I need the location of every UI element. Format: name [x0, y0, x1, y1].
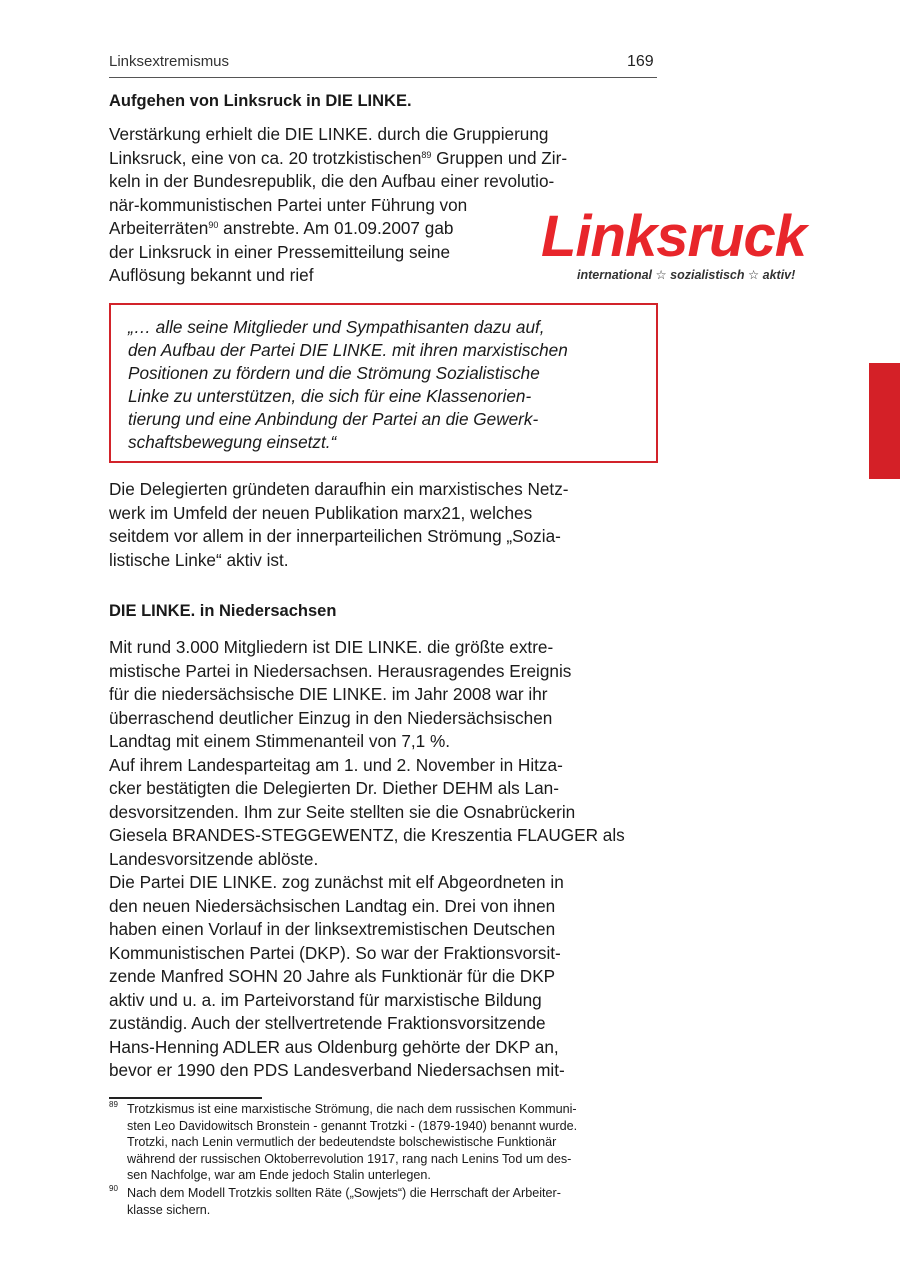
text-line: cker bestätigten die Delegierten Dr. Diether DEHM als Lan-: [109, 778, 559, 798]
text-line: Trotzki, nach Lenin vermutlich der bedeutendste bolschewistische Funktionär: [127, 1135, 557, 1150]
footnote-rule: [109, 1097, 262, 1099]
footnote-ref[interactable]: 90: [208, 220, 219, 230]
footnote-number: 89: [109, 1100, 118, 1109]
text-line: haben einen Vorlauf in der linksextremistischen Deutschen: [109, 919, 556, 939]
footnote-text: [127, 1185, 561, 1218]
page-number: 169: [627, 53, 654, 70]
text-line: seitdem vor allem in der innerparteilichen Strömung „Sozia-: [109, 526, 561, 546]
text-line: keln in der Bundesrepublik, die den Aufbau einer revolutio-: [109, 171, 555, 191]
text-line: zende Manfred SOHN 20 Jahre als Funktionär für die DKP: [109, 966, 556, 986]
paragraph-niedersachsen: [109, 636, 657, 1083]
text-line: klasse sichern.: [127, 1202, 211, 1217]
text-line: den Aufbau der Partei DIE LINKE. mit ihren marxistischen: [128, 340, 568, 360]
text-line: Verstärkung erhielt die DIE LINKE. durch die Gruppierung: [109, 124, 549, 144]
text-line: tierung und eine Anbindung der Partei an die Gewerk-: [128, 409, 539, 429]
text-line: Linksruck, eine von ca. 20 trotzkistischen$^{89}$ Gruppen und Zir-: [109, 147, 568, 168]
text-line: „… alle seine Mitglieder und Sympathisanten dazu auf,: [128, 317, 545, 337]
text-line: desvorsitzenden. Ihm zur Seite stellten sie die Osnabrückerin: [109, 801, 576, 822]
logo-wordmark: Linksruck: [541, 208, 806, 269]
running-title: Linksextremismus: [109, 53, 230, 70]
text-line: Mit rund 3.000 Mitgliedern ist DIE LINKE. die größte extre-: [109, 637, 554, 657]
text-line: bevor er 1990 den PDS Landesverband Niedersachsen mit-: [109, 1060, 565, 1080]
text-line: Linke zu unterstützen, die sich für eine Klassenorien-: [128, 386, 532, 406]
text-line: när-kommunistischen Partei unter Führung von: [109, 194, 468, 215]
text-line: für die niedersächsische DIE LINKE. im Jahr 2008 war ihr: [109, 684, 548, 704]
text-line: Auf ihrem Landesparteitag am 1. und 2. November in Hitza-: [109, 754, 563, 775]
text-line: Kommunistischen Partei (DKP). So war der Fraktionsvorsit-: [109, 942, 561, 963]
logo-tagline: international ☆ sozialistisch ☆ aktiv!: [577, 268, 796, 282]
paragraph-delegates: [109, 478, 657, 572]
text-line: Die Partei DIE LINKE. zog zunächst mit elf Abgeordneten in: [109, 872, 564, 892]
footnote-text: [127, 1101, 577, 1184]
text-line: der Linksruck in einer Pressemitteilung seine: [109, 241, 451, 262]
footnote-number: 90: [109, 1184, 118, 1193]
text-line: Die Delegierten gründeten daraufhin ein marxistisches Netz-: [109, 479, 569, 499]
text-line: überraschend deutlicher Einzug in den Niedersächsischen: [109, 707, 553, 728]
text-line: den neuen Niedersächsischen Landtag ein. Drei von ihnen: [109, 895, 556, 916]
text-line: listische Linke“ aktiv ist.: [109, 549, 289, 570]
text-line: Nach dem Modell Trotzkis sollten Räte („Sowjets“) die Herrschaft der Arbeiter-: [127, 1186, 561, 1200]
quote-text: [128, 316, 568, 454]
text-line: aktiv und u. a. im Parteivorstand für marxistische Bildung: [109, 989, 542, 1010]
linksruck-logo: [541, 208, 863, 284]
quote-box: [109, 303, 658, 463]
text-line: Auflösung bekannt und rief: [109, 265, 314, 285]
text-line: schaftsbewegung einsetzt.“: [128, 432, 337, 452]
text-line: während der russischen Oktoberrevolution 1917, rang nach Lenins Tod um des-: [127, 1151, 572, 1166]
text-line: Arbeiterräten$^{90}$ anstrebte. Am 01.09.2007 gab: [109, 218, 454, 238]
footnote-ref[interactable]: 89: [421, 149, 432, 160]
chapter-thumb-tab: [869, 363, 900, 479]
text-line: Positionen zu fördern und die Strömung Sozialistische: [128, 363, 540, 383]
text-line: Landesvorsitzende ablöste.: [109, 848, 319, 869]
text-line: mistische Partei in Niedersachsen. Herausragendes Ereignis: [109, 660, 572, 681]
text-line: sten Leo Davidowitsch Bronstein - genannt Trotzki - (1879-1940) benannt wurde.: [127, 1118, 578, 1133]
section-heading-linksruck: Aufgehen von Linksruck in DIE LINKE.: [109, 92, 412, 110]
text-line: zuständig. Auch der stellvertretende Fraktionsvorsitzende: [109, 1013, 546, 1033]
text-line: Hans-Henning ADLER aus Oldenburg gehörte der DKP an,: [109, 1036, 559, 1057]
section-heading-niedersachsen: DIE LINKE. in Niedersachsen: [109, 602, 337, 620]
text-line: Trotzkismus ist eine marxistische Strömung, die nach dem russischen Kommuni-: [127, 1102, 577, 1116]
text-line: Landtag mit einem Stimmenanteil von 7,1 %.: [109, 731, 451, 751]
header-rule: [109, 77, 657, 78]
text-line: Giesela BRANDES-STEGGEWENTZ, die Kreszentia FLAUGER als: [109, 825, 625, 845]
text-line: sen Nachfolge, war am Ende jedoch Stalin unterlegen.: [127, 1168, 431, 1183]
text-line: werk im Umfeld der neuen Publikation marx21, welches: [109, 502, 533, 523]
